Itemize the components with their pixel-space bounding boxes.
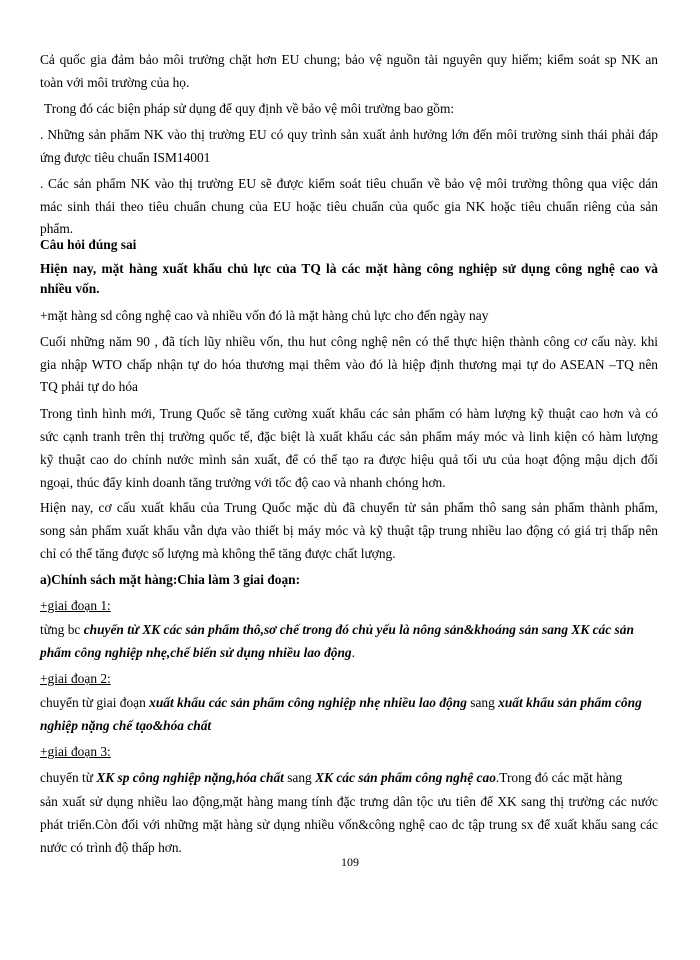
- stage-line: [40, 718, 211, 734]
- stage-emphasis: xuất khẩu các sản phẩm công nghiệp nhẹ nhiều lao động: [149, 695, 467, 710]
- paragraph-line: nước có trình độ thấp hơn.: [40, 840, 182, 855]
- stage-line: [40, 622, 634, 638]
- paragraph-line: Cả quốc gia đảm bảo môi trường chặt hơn EU chung; bảo vệ nguồn tài nguyên quy hiếm; kiểm soát sp NK an: [40, 52, 658, 67]
- paragraph-line: +mặt hàng sd công nghệ cao và nhiều vốn đó là mặt hàng chủ lực cho đến ngày nay: [40, 308, 489, 323]
- stage-text: chuyển từ giai đoạn: [40, 695, 150, 710]
- stage-label: +giai đoạn 2:: [40, 671, 111, 686]
- paragraph-line: gia nhập WTO chấp nhận tự do hóa thương mại thêm vào đó là hiệp định thương mại tự do ASEAN –TQ nên: [40, 357, 658, 372]
- paragraph-line: phát triển.Còn đối với những mặt hàng sử dụng nhiều vốn&công nghệ cao dc tập trung sx để xuất khẩu sang các: [40, 817, 658, 832]
- paragraph-line: mác sinh thái theo tiêu chuẩn chung của EU hoặc tiêu chuẩn của quốc gia NK hoặc tiêu chuẩn riêng của sản: [40, 199, 658, 214]
- paragraph-line: chỉ có thể tăng được số lượng mà không thể tăng được chất lượng.: [40, 546, 396, 561]
- stage-emphasis: chuyển từ XK các sản phẩm thô,sơ chế trong đó chủ yếu là nông sản&khoáng sản sang XK các sản: [83, 622, 634, 637]
- paragraph-line: phẩm.: [40, 221, 74, 236]
- paragraph-line: Cuối những năm 90 , đã tích lũy nhiều vốn, thu hut công nghệ nên có thể thực hiện thành công cơ cấu này. khi: [40, 334, 658, 349]
- section-heading: Câu hỏi đúng sai: [40, 237, 137, 252]
- section-heading: a)Chính sách mặt hàng:Chia làm 3 giai đoạn:: [40, 572, 301, 587]
- stage-line: [40, 695, 642, 711]
- stage-emphasis: xuất khẩu sản phẩm công: [498, 695, 642, 710]
- paragraph-line: . Các sản phẩm NK vào thị trường EU sẽ được kiểm soát tiêu chuẩn về bảo vệ môi trường thông qua việc dán: [40, 176, 658, 191]
- stage-emphasis: XK sp công nghiệp nặng,hóa chất: [96, 770, 284, 785]
- stage-emphasis: nghiệp nặng chế tạo&hóa chất: [40, 718, 212, 733]
- paragraph-line: toàn với môi trường của họ.: [40, 75, 190, 90]
- paragraph-line: Hiện nay, cơ cấu xuất khẩu của Trung Quốc mặc dù đã chuyển từ sản phẩm thô sang sản phẩm thành phẩm,: [40, 500, 658, 515]
- paragraph-line: ngoại, thúc đẩy kinh doanh tăng trưởng với tốc độ cao và nhanh chóng hơn.: [40, 475, 446, 490]
- stage-line: [40, 645, 355, 661]
- question-line: nhiều vốn.: [40, 281, 100, 296]
- paragraph-line: ứng được tiêu chuẩn ISM14001: [40, 150, 211, 165]
- paragraph-line: . Những sản phẩm NK vào thị trường EU có quy trình sản xuất ảnh hưởng lớn đến môi trường sinh thái phải đáp: [40, 127, 658, 142]
- paragraph-line: Trong tình hình mới, Trung Quốc sẽ tăng cường xuất khẩu các sản phẩm có hàm lượng kỹ thuật cao hơn và có: [40, 406, 658, 421]
- paragraph-line: sức cạnh tranh trên thị trường quốc tế, đặc biệt là xuất khẩu các sản phẩm máy móc và linh kiện có hàm lượng: [40, 429, 658, 444]
- stage-text: sang: [283, 770, 316, 785]
- paragraph-line: Trong đó các biện pháp sử dụng để quy định về bảo vệ môi trường bao gồm:: [44, 101, 455, 116]
- stage-line: [40, 770, 622, 786]
- stage-emphasis: XK các sản phẩm công nghệ cao: [315, 770, 496, 785]
- stage-text: chuyển từ: [40, 770, 97, 785]
- paragraph-line: TQ phải tự do hóa: [40, 379, 138, 394]
- stage-emphasis: phẩm công nghiệp nhẹ,chế biến sử dụng nhiều lao động: [40, 645, 352, 660]
- question-line: Hiện nay, mặt hàng xuất khẩu chủ lực của TQ là các mặt hàng công nghiệp sử dụng công nghệ cao và: [40, 261, 658, 276]
- page-number: 109: [341, 855, 359, 869]
- stage-text: sang: [466, 695, 499, 710]
- paragraph-line: kỹ thuật cao do chính nước mình sản xuất, để có thể tạo ra được hiệu quả tối ưu của hoạt động mậu dịch đối: [40, 452, 658, 467]
- stage-text: .: [351, 645, 355, 660]
- stage-text: từng bc: [40, 622, 84, 637]
- stage-label: +giai đoạn 3:: [40, 744, 111, 759]
- paragraph-line: sản xuất sử dụng nhiều lao động,mặt hàng mang tính đặc trưng dân tộc ưu tiên để XK sang thị trường các nước: [40, 794, 658, 809]
- paragraph-line: song sản phẩm xuất khẩu vẫn dựa vào thiết bị máy móc và kỹ thuật tập trung nhiều lao động có giá trị thấp nên: [40, 523, 658, 538]
- stage-label: +giai đoạn 1:: [40, 598, 111, 613]
- stage-text: .Trong đó các mặt hàng: [495, 770, 623, 785]
